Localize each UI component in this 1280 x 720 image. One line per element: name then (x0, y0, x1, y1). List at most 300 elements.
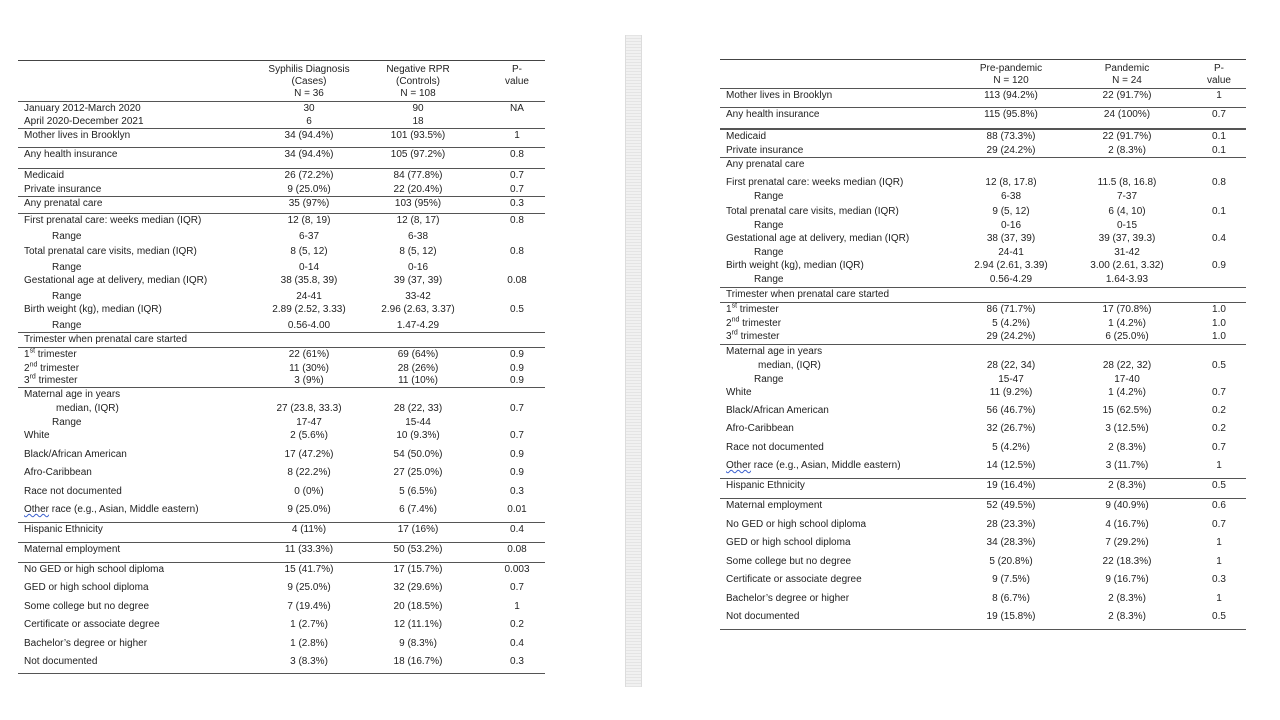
cell-pan: 6 (4, 10) (1108, 206, 1146, 217)
panel-divider (625, 35, 642, 687)
table-row (18, 333, 545, 348)
cell-cases: 17-47 (296, 417, 322, 428)
table-row (720, 373, 1246, 386)
cell-pan: 1.64-3.93 (1105, 274, 1149, 285)
cell-pan: 4 (16.7%) (1105, 519, 1149, 530)
cell-pan: 22 (18.3%) (1102, 556, 1152, 567)
cell-pre: 28 (23.3%) (986, 519, 1036, 530)
table-header (720, 59, 1246, 88)
cell-pan: 9 (16.7%) (1105, 574, 1149, 585)
row-label: Certificate or associate degree (24, 619, 160, 630)
cell-controls: 0-16 (407, 262, 429, 273)
table-row (720, 317, 1246, 330)
cell-controls: 101 (93.5%) (390, 130, 446, 141)
table-row (18, 362, 545, 374)
table-row (720, 386, 1246, 404)
cell-p: 0.08 (507, 544, 527, 555)
row-label: Any prenatal care (726, 159, 805, 170)
cell-p: 1.0 (1212, 331, 1226, 342)
cell-pan: 11.5 (8, 16.8) (1097, 177, 1157, 188)
cell-cases: 3 (8.3%) (290, 656, 328, 667)
cell-pre: 29 (24.2%) (986, 145, 1036, 156)
cell-controls: 90 (412, 103, 424, 114)
cell-cases: 17 (47.2%) (284, 449, 334, 460)
cell-p: 0.8 (510, 246, 524, 257)
table-row (720, 536, 1246, 555)
cell-controls: 18 (412, 116, 424, 127)
row-label: Other race (e.g., Asian, Middle eastern) (24, 504, 199, 515)
row-label: Birth weight (kg), median (IQR) (726, 260, 864, 271)
cell-p: 0.2 (1212, 423, 1226, 434)
cell-pre: 19 (16.4%) (986, 480, 1036, 491)
cell-pan: 22 (91.7%) (1102, 131, 1152, 142)
cell-pre: 5 (4.2%) (992, 442, 1030, 453)
cell-cases: 34 (94.4%) (284, 130, 334, 141)
table-row (18, 523, 545, 543)
cell-p: 0.7 (510, 403, 524, 414)
cell-pan: 9 (40.9%) (1105, 500, 1149, 511)
table-row (720, 108, 1246, 129)
cell-cases: 1 (2.7%) (290, 619, 328, 630)
cell-pre: 28 (22, 34) (986, 360, 1036, 371)
cell-cases: 2 (5.6%) (290, 430, 328, 441)
table-row (720, 303, 1246, 317)
cell-controls: 17 (16%) (397, 524, 439, 535)
table-row (720, 176, 1246, 190)
table-row (18, 416, 545, 429)
table-row (720, 573, 1246, 592)
table-row (18, 448, 545, 466)
row-label: Maternal age in years (726, 346, 823, 357)
table-row (18, 466, 545, 485)
table-body (18, 101, 545, 674)
cell-p: 0.7 (510, 170, 524, 181)
row-label: Range (754, 274, 784, 285)
cell-controls: 15-44 (405, 417, 431, 428)
cell-p: 1 (514, 601, 520, 612)
row-label: Mother lives in Brooklyn (726, 90, 833, 101)
cell-pan: 39 (37, 39.3) (1098, 233, 1156, 244)
row-label: January 2012-March 2020 (24, 103, 141, 114)
table-row (18, 274, 545, 290)
cell-pre: 14 (12.5%) (986, 460, 1036, 471)
table-row (720, 158, 1246, 176)
table-row (18, 655, 545, 674)
cell-controls: 1.47-4.29 (396, 320, 440, 331)
row-label: GED or high school diploma (24, 582, 149, 593)
cell-pre: 0-16 (1000, 220, 1022, 231)
cell-cases: 0 (0%) (294, 486, 324, 497)
cell-controls: 6 (7.4%) (399, 504, 437, 515)
cell-controls: 8 (5, 12) (399, 246, 437, 257)
row-label: First prenatal care: weeks median (IQR) (726, 177, 904, 188)
cell-p: 0.08 (507, 275, 527, 286)
cell-p: 0.2 (510, 619, 524, 630)
row-label: Maternal employment (726, 500, 823, 511)
cell-p: 1 (1216, 556, 1222, 567)
cell-controls: 32 (29.6%) (393, 582, 443, 593)
row-label: Not documented (24, 656, 98, 667)
table-row (720, 459, 1246, 479)
cell-pan: 7-37 (1116, 191, 1138, 202)
table-row (720, 288, 1246, 303)
cell-cases: 34 (94.4%) (284, 149, 334, 160)
row-label: GED or high school diploma (726, 537, 851, 548)
row-label: Some college but no degree (24, 601, 150, 612)
cell-cases: 4 (11%) (291, 524, 327, 535)
table-row (18, 213, 545, 230)
row-label: Mother lives in Brooklyn (24, 130, 131, 141)
row-label: Gestational age at delivery, median (IQR) (24, 275, 208, 286)
row-label: Bachelor’s degree or higher (24, 638, 148, 649)
cell-pan: 2 (8.3%) (1108, 442, 1146, 453)
cell-pan: 2 (8.3%) (1108, 480, 1146, 491)
table-row (720, 345, 1246, 359)
cell-p: 1.0 (1212, 318, 1226, 329)
cell-p: 0.9 (510, 363, 524, 374)
table-row (18, 290, 545, 303)
cell-controls: 5 (6.5%) (399, 486, 437, 497)
cell-cases: 11 (33.3%) (284, 544, 334, 555)
row-label: Any health insurance (24, 149, 118, 160)
table-row (720, 273, 1246, 288)
cell-p: 0.3 (1212, 574, 1226, 585)
cell-p: 1 (1216, 90, 1222, 101)
table-row (720, 330, 1246, 345)
table-row (18, 485, 545, 503)
row-label: Birth weight (kg), median (IQR) (24, 304, 162, 315)
row-label: 3rd trimester (24, 373, 78, 386)
row-label: Range (52, 291, 82, 302)
table-row (720, 232, 1246, 246)
cell-controls: 39 (37, 39) (393, 275, 443, 286)
cell-p: 0.01 (507, 504, 527, 515)
row-label: April 2020-December 2021 (24, 116, 144, 127)
table-row (720, 205, 1246, 219)
cell-p: 0.7 (510, 430, 524, 441)
cell-cases: 9 (25.0%) (287, 184, 331, 195)
cell-controls: 22 (20.4%) (393, 184, 443, 195)
table-row (18, 230, 545, 245)
table-row (18, 348, 545, 362)
cell-controls: 33-42 (405, 291, 431, 302)
cell-p: 0.003 (504, 564, 530, 575)
cell-pre: 56 (46.7%) (986, 405, 1036, 416)
cell-pan: 3 (12.5%) (1105, 423, 1149, 434)
table-row (720, 555, 1246, 573)
table-row (18, 429, 545, 448)
cell-p: 1 (514, 130, 520, 141)
cell-cases: 30 (303, 103, 315, 114)
row-label: 2nd trimester (24, 361, 80, 374)
cell-p: 0.9 (1212, 260, 1226, 271)
cell-cases: 0.56-4.00 (287, 320, 331, 331)
cell-cases: 7 (19.4%) (287, 601, 331, 612)
cell-cases: 11 (30%) (289, 363, 329, 374)
cell-p: 0.3 (510, 656, 524, 667)
cell-p: 0.7 (1212, 387, 1226, 398)
cell-pre: 9 (7.5%) (992, 574, 1030, 585)
cell-controls: 69 (64%) (397, 349, 439, 360)
cell-p: 0.7 (510, 184, 524, 195)
row-label: median, (IQR) (758, 360, 821, 371)
cell-pan: 3.00 (2.61, 3.32) (1090, 260, 1164, 271)
row-label: Range (754, 247, 784, 258)
cell-cases: 38 (35.8, 39) (280, 275, 338, 286)
row-label: Not documented (726, 611, 800, 622)
cell-controls: 6-38 (407, 231, 429, 242)
cell-pan: 6 (25.0%) (1105, 331, 1149, 342)
row-label: 2nd trimester (726, 316, 782, 329)
cell-pre: 34 (28.3%) (986, 537, 1036, 548)
cell-controls: 103 (95%) (394, 198, 442, 209)
row-label: Bachelor’s degree or higher (726, 593, 850, 604)
cell-cases: 6 (306, 116, 312, 127)
cell-cases: 27 (23.8, 33.3) (276, 403, 342, 414)
cell-pan: 22 (91.7%) (1102, 90, 1152, 101)
cell-pan: 1 (4.2%) (1108, 318, 1146, 329)
cell-controls: 28 (26%) (397, 363, 439, 374)
row-label: median, (IQR) (56, 403, 119, 414)
cell-pre: 5 (20.8%) (989, 556, 1033, 567)
row-label: Trimester when prenatal care started (24, 334, 188, 345)
cell-pre: 9 (5, 12) (992, 206, 1030, 217)
table-row (720, 592, 1246, 610)
cell-pre: 24-41 (998, 247, 1024, 258)
row-label: Hispanic Ethnicity (726, 480, 805, 491)
cell-cases: 1 (2.8%) (290, 638, 328, 649)
cell-controls: 10 (9.3%) (396, 430, 440, 441)
cell-p: 1 (1216, 537, 1222, 548)
cell-p: 0.3 (510, 198, 524, 209)
table-row (18, 402, 545, 416)
table-row (720, 190, 1246, 205)
row-label: Any health insurance (726, 109, 820, 120)
cell-cases: 35 (97%) (288, 198, 330, 209)
cell-controls: 17 (15.7%) (393, 564, 443, 575)
row-label: Maternal age in years (24, 389, 121, 400)
row-label: Private insurance (24, 184, 102, 195)
table-row (18, 183, 545, 197)
cell-controls: 105 (97.2%) (390, 149, 446, 160)
row-label: Some college but no degree (726, 556, 852, 567)
cell-controls: 18 (16.7%) (393, 656, 443, 667)
cell-p: 0.1 (1212, 206, 1226, 217)
cell-p: 1 (1216, 593, 1222, 604)
cell-cases: 0-14 (298, 262, 320, 273)
cell-p: 0.9 (510, 449, 524, 460)
cell-pan: 2 (8.3%) (1108, 145, 1146, 156)
table-row (720, 479, 1246, 499)
cell-p: 0.2 (1212, 405, 1226, 416)
cell-p: 0.5 (1212, 611, 1226, 622)
table-row (720, 359, 1246, 373)
cell-cases: 3 (9%) (294, 375, 324, 386)
cell-p: 1 (1216, 460, 1222, 471)
cell-pre: 38 (37, 39) (986, 233, 1036, 244)
cell-cases: 9 (25.0%) (287, 504, 331, 515)
table-row (18, 319, 545, 333)
cell-cases: 22 (61%) (288, 349, 330, 360)
row-label: Race not documented (726, 442, 824, 453)
cell-cases: 6-37 (298, 231, 320, 242)
header-pre-pandemic: Pre-pandemic N = 120 (979, 63, 1043, 86)
row-label: Trimester when prenatal care started (726, 289, 890, 300)
cell-p: 0.9 (510, 467, 524, 478)
row-label: Total prenatal care visits, median (IQR) (24, 246, 197, 257)
cell-pre: 86 (71.7%) (986, 304, 1036, 315)
cell-controls: 50 (53.2%) (393, 544, 443, 555)
cell-pan: 2 (8.3%) (1108, 593, 1146, 604)
cell-pan: 1 (4.2%) (1108, 387, 1146, 398)
cell-p: 0.5 (1212, 480, 1226, 491)
cell-p: 0.3 (510, 486, 524, 497)
cell-controls: 12 (8, 17) (396, 215, 440, 226)
spellcheck-underline: Other (726, 460, 752, 471)
table-row (720, 259, 1246, 273)
cell-cases: 8 (22.2%) (287, 467, 331, 478)
cell-pre: 113 (94.2%) (984, 90, 1038, 101)
row-label: Gestational age at delivery, median (IQR) (726, 233, 910, 244)
row-label: Other race (e.g., Asian, Middle eastern) (726, 460, 901, 471)
header-controls: Negative RPR (Controls) N = 108 (386, 64, 450, 99)
table-row (18, 303, 545, 319)
cell-p: 0.6 (1212, 500, 1226, 511)
table-row (18, 197, 545, 213)
cell-p: 0.1 (1212, 145, 1226, 156)
cell-pre: 88 (73.3%) (986, 131, 1036, 142)
cell-pre: 52 (49.5%) (986, 500, 1036, 511)
table-row (18, 168, 545, 183)
cell-pre: 2.94 (2.61, 3.39) (974, 260, 1048, 271)
cell-cases: 15 (41.7%) (284, 564, 334, 575)
row-label: Range (754, 220, 784, 231)
row-label: Range (754, 374, 784, 385)
row-label: Medicaid (726, 131, 767, 142)
table-row (18, 388, 545, 402)
cell-controls: 28 (22, 33) (393, 403, 443, 414)
table-row (18, 563, 545, 581)
cell-p: 0.8 (510, 215, 524, 226)
table-row (18, 600, 545, 618)
cell-pre: 19 (15.8%) (986, 611, 1036, 622)
row-label: 1st trimester (726, 302, 779, 315)
table-row (18, 115, 545, 129)
table-row (18, 374, 545, 388)
table-header (18, 60, 545, 101)
cell-controls: 2.96 (2.63, 3.37) (381, 304, 455, 315)
table-row (720, 610, 1246, 630)
cell-cases: 9 (25.0%) (287, 582, 331, 593)
table-row (720, 144, 1246, 158)
row-label: Total prenatal care visits, median (IQR) (726, 206, 899, 217)
table-row (18, 129, 545, 148)
row-label: White (24, 430, 50, 441)
cell-pan: 2 (8.3%) (1108, 611, 1146, 622)
table-row (18, 543, 545, 563)
cell-controls: 20 (18.5%) (393, 601, 443, 612)
table-row (18, 503, 545, 523)
cell-pan: 31-42 (1114, 247, 1140, 258)
row-label: Range (52, 417, 82, 428)
table-row (18, 148, 545, 168)
cell-pan: 0-15 (1116, 220, 1138, 231)
cell-controls: 84 (77.8%) (393, 170, 443, 181)
header-p-value: P-value (1207, 63, 1231, 86)
cell-p: 0.7 (1212, 109, 1226, 120)
cell-pre: 0.56-4.29 (989, 274, 1033, 285)
cell-p: 0.7 (510, 582, 524, 593)
row-label: Maternal employment (24, 544, 121, 555)
row-label: Private insurance (726, 145, 804, 156)
cell-p: NA (510, 103, 524, 114)
row-label: Any prenatal care (24, 198, 103, 209)
row-label: First prenatal care: weeks median (IQR) (24, 215, 202, 226)
row-label: Range (52, 320, 82, 331)
row-label: Black/African American (24, 449, 127, 460)
cell-controls: 54 (50.0%) (393, 449, 443, 460)
cell-controls: 27 (25.0%) (393, 467, 443, 478)
table-row (18, 101, 545, 115)
cell-controls: 11 (10%) (398, 375, 438, 386)
spellcheck-underline: Other (24, 504, 50, 515)
table-row (720, 518, 1246, 536)
row-label: No GED or high school diploma (726, 519, 867, 530)
cell-pre: 115 (95.8%) (984, 109, 1038, 120)
pandemic-comparison-table (720, 59, 1246, 630)
row-label: Range (52, 231, 82, 242)
table-row (18, 637, 545, 655)
cell-p: 0.9 (510, 375, 524, 386)
table-row (720, 129, 1246, 144)
header-cases: Syphilis Diagnosis (Cases) N = 36 (268, 64, 350, 99)
row-label: White (726, 387, 752, 398)
row-label: 1st trimester (24, 347, 77, 360)
table-row (720, 219, 1246, 232)
cell-pre: 29 (24.2%) (986, 331, 1036, 342)
row-label: Afro-Caribbean (24, 467, 92, 478)
cell-pan: 24 (100%) (1103, 109, 1151, 120)
cell-p: 0.4 (510, 524, 524, 535)
cell-p: 0.7 (1212, 519, 1226, 530)
cell-pan: 28 (22, 32) (1102, 360, 1152, 371)
cell-p: 0.8 (510, 149, 524, 160)
cell-pre: 32 (26.7%) (986, 423, 1036, 434)
cell-pre: 15-47 (998, 374, 1024, 385)
row-label: Hispanic Ethnicity (24, 524, 103, 535)
cell-cases: 26 (72.2%) (284, 170, 334, 181)
cell-pre: 6-38 (1000, 191, 1022, 202)
cell-p: 0.4 (510, 638, 524, 649)
cell-p: 0.1 (1212, 131, 1226, 142)
table-row (18, 581, 545, 600)
row-label: Range (754, 191, 784, 202)
table-row (720, 499, 1246, 518)
table-row (720, 441, 1246, 459)
cell-pan: 7 (29.2%) (1105, 537, 1149, 548)
cell-cases: 24-41 (296, 291, 322, 302)
row-label: 3rd trimester (726, 329, 780, 342)
cell-cases: 12 (8, 19) (287, 215, 331, 226)
row-label: Black/African American (726, 405, 829, 416)
cell-pre: 11 (9.2%) (989, 387, 1033, 398)
row-label: No GED or high school diploma (24, 564, 165, 575)
cell-p: 0.5 (510, 304, 524, 315)
cell-p: 1.0 (1212, 304, 1226, 315)
table-body (720, 88, 1246, 630)
row-label: Race not documented (24, 486, 122, 497)
table-row (18, 245, 545, 261)
